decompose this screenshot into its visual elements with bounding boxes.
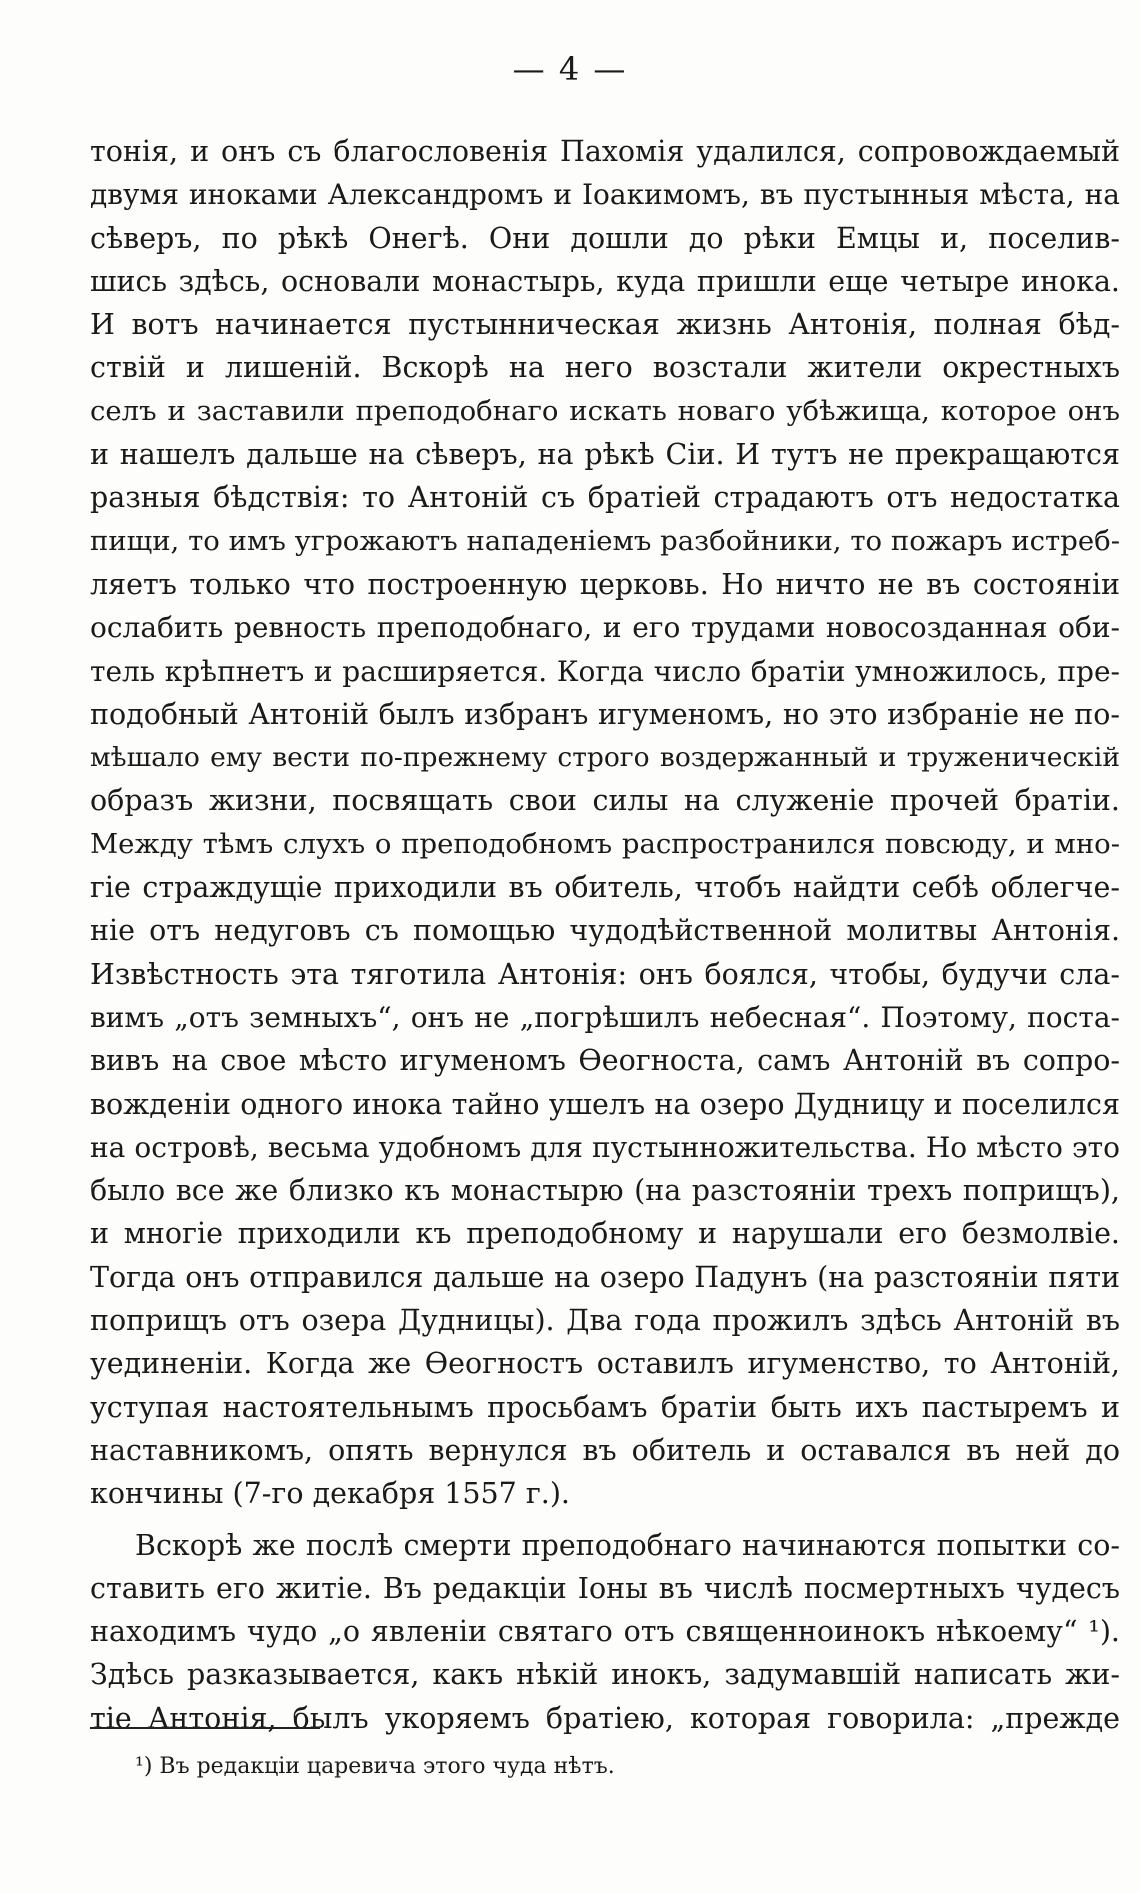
text-line: гіе страждущіе приходили въ обитель, чтобъ найдти себѣ облегче- <box>90 871 1120 905</box>
text-line: подобный Антоній былъ избранъ игуменомъ, но это избраніе не по- <box>90 697 1120 731</box>
paragraph-gap <box>90 1516 1120 1524</box>
text-line: поприщъ отъ озера Дудницы). Два года прожилъ здѣсь Антоній въ <box>90 1304 1120 1338</box>
text-line: вимъ „отъ земныхъ“, онъ не „погрѣшилъ небесная“. Поэтому, поста- <box>90 1000 1120 1034</box>
text-line: Между тѣмъ слухъ о преподобномъ распространился повсюду, и мно- <box>90 827 1120 860</box>
text-line: находимъ чудо „о явленіи святаго отъ священноинокъ нѣкоему“ ¹). <box>90 1615 1120 1649</box>
paragraph-1 <box>90 130 1120 1516</box>
text-line: сѣверъ, по рѣкѣ Онегѣ. Они дошли до рѣки Емцы и, поселив- <box>90 221 1120 255</box>
text-line: тонія, и онъ съ благословенія Пахомія удалился, сопровождаемый <box>90 135 1120 168</box>
text-line: разныя бѣдствія: то Антоній съ братіей страдаютъ отъ недостатка <box>90 481 1120 515</box>
footnote-separator <box>90 1727 320 1729</box>
text-line: кончины (7-го декабря 1557 г.). <box>90 1477 570 1511</box>
text-line: ніе отъ недуговъ съ помощью чудодѣйственной молитвы Антонія. <box>90 914 1120 948</box>
text-line: наставникомъ, опять вернулся въ обитель и оставался въ ней до <box>90 1433 1120 1467</box>
text-line: Здѣсь разказывается, какъ нѣкій инокъ, задумавшій написать жи- <box>90 1658 1120 1692</box>
paragraph-2 <box>90 1524 1120 1740</box>
footnote-text: Въ редакціи царевича этого чуда нѣтъ. <box>159 1754 615 1779</box>
footnote <box>135 1752 615 1782</box>
text-line: вожденіи одного инока тайно ушелъ на озеро Дудницу и поселился <box>90 1087 1120 1121</box>
text-line: ляетъ только что построенную церковь. Но ничто не въ состояніи <box>90 567 1120 601</box>
text-line: вивъ на свое мѣсто игуменомъ Ѳеогноста, самъ Антоній въ сопро- <box>90 1044 1120 1078</box>
text-line: ослабить ревность преподобнаго, и его трудами новосозданная оби- <box>90 611 1120 645</box>
text-line: ставить его житіе. Въ редакціи Іоны въ числѣ посмертныхъ чудесъ <box>90 1571 1120 1605</box>
body-text <box>90 130 1120 1740</box>
text-line: селъ и заставили преподобнаго искать новаго убѣжища, которое онъ <box>90 394 1120 427</box>
text-line: двумя иноками Александромъ и Іоакимомъ, въ пустынныя мѣста, на <box>90 178 1120 212</box>
text-line: на островѣ, весьма удобномъ для пустынножительства. Но мѣсто это <box>90 1130 1120 1164</box>
text-line: Вскорѣ же послѣ смерти преподобнаго начинаются попытки со- <box>135 1528 1120 1562</box>
text-line: И вотъ начинается пустынническая жизнь Антонія, полная бѣд- <box>90 308 1120 342</box>
text-line: было все же близко къ монастырю (на разстояніи трехъ поприщъ), <box>90 1174 1120 1208</box>
text-line: шись здѣсь, основали монастырь, куда пришли еще четыре инока. <box>90 264 1120 298</box>
text-line: Извѣстность эта тяготила Антонія: онъ боялся, чтобы, будучи сла- <box>90 957 1120 991</box>
text-line: Тогда онъ отправился дальше на озеро Падунъ (на разстояніи пяти <box>90 1260 1120 1294</box>
text-line: уступая настоятельнымъ просьбамъ братіи быть ихъ пастыремъ и <box>90 1390 1120 1424</box>
text-line: тіе Антонія, былъ укоряемъ братіею, которая говорила: „прежде <box>90 1701 1120 1735</box>
text-line: уединеніи. Когда же Ѳеогностъ оставилъ игуменство, то Антоній, <box>90 1347 1120 1381</box>
text-line: пищи, то имъ угрожаютъ нападеніемъ разбойники, то пожаръ истреб- <box>90 524 1120 557</box>
text-line: мѣшало ему вести по-прежнему строго воздержанный и труженическій <box>90 742 1120 774</box>
text-line: и многіе приходили къ преподобному и нарушали его безмолвіе. <box>90 1217 1120 1251</box>
text-line: образъ жизни, посвящать свои силы на служеніе прочей братіи. <box>90 784 1120 818</box>
text-line: ствій и лишеній. Вскорѣ на него возстали жители окрестныхъ <box>90 351 1120 385</box>
page-number: — 4 — <box>512 50 628 88</box>
text-line: тель крѣпнетъ и расширяется. Когда число братіи умножилось, пре- <box>90 654 1120 688</box>
footnote-marker: ¹) <box>135 1754 153 1779</box>
text-line: и нашелъ дальше на сѣверъ, на рѣкѣ Сіи. И тутъ не прекращаются <box>90 438 1120 472</box>
